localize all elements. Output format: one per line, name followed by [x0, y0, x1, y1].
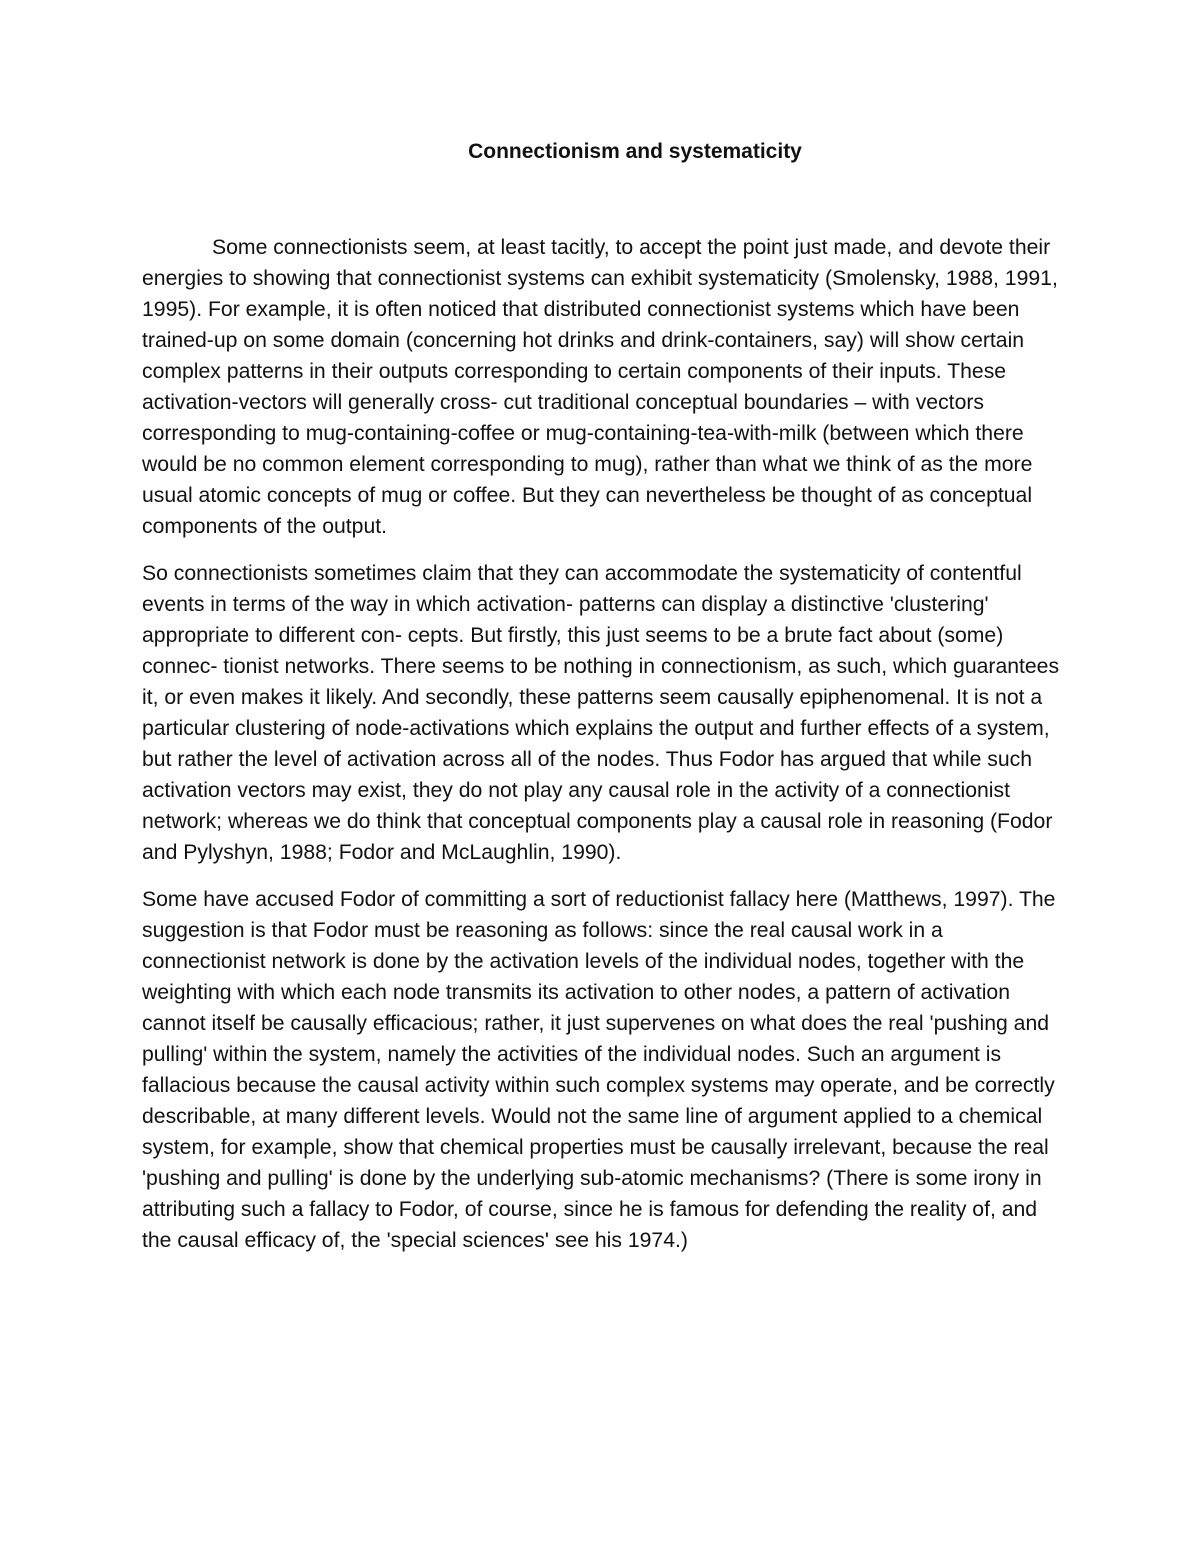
- document-body: [142, 232, 1060, 1272]
- paragraph-2: So connectionists sometimes claim that they can accommodate the systematicity of contentful events in terms of the way in which activation- patterns can display a distinctive 'clustering' appropriate to different con- cepts. But firstly, this just seems to be a brute fact about (some) connec- tionist networks. There seems to be nothing in connectionism, as such, which guarantees it, or even makes it likely. And secondly, these patterns seem causally epiphenomenal. It is not a particular clustering of node-activations which explains the output and further effects of a system, but rather the level of activation across all of the nodes. Thus Fodor has argued that while such activation vectors may exist, they do not play any causal role in the activity of a connectionist network; whereas we do think that conceptual components play a causal role in reasoning (Fodor and Pylyshyn, 1988; Fodor and McLaughlin, 1990).: [142, 562, 1060, 864]
- document-title: Connectionism and systematicity: [468, 140, 802, 163]
- paragraph-3: Some have accused Fodor of committing a sort of reductionist fallacy here (Matthews, 1997). The suggestion is that Fodor must be reasoning as follows: since the real causal work in a connectionist network is done by the activation levels of the individual nodes, together with the weighting with which each node transmits its activation to other nodes, a pattern of activation cannot itself be causally efficacious; rather, it just supervenes on what does the real 'pushing and pulling' within the system, namely the activities of the individual nodes. Such an argument is fallacious because the causal activity within such complex systems may operate, and be correctly describable, at many different levels. Would not the same line of argument applied to a chemical system, for example, show that chemical properties must be causally irrelevant, because the real 'pushing and pulling' is done by the underlying sub-atomic mechanisms? (There is some irony in attributing such a fallacy to Fodor, of course, since he is famous for defending the reality of, and the causal efficacy of, the 'special sciences' see his 1974.): [142, 888, 1056, 1252]
- paragraph-1: Some connectionists seem, at least tacitly, to accept the point just made, and devote their energies to showing that connectionist systems can exhibit systematicity (Smolensky, 1988, 1991, 1995). For example, it is often noticed that distributed connectionist systems which have been trained-up on some domain (concerning hot drinks and drink-containers, say) will show certain complex patterns in their outputs corresponding to certain components of their inputs. These activation-vectors will generally cross- cut traditional conceptual boundaries – with vectors corresponding to mug-containing-coffee or mug-containing-tea-with-milk (between which there would be no common element corresponding to mug), rather than what we think of as the more usual atomic concepts of mug or coffee. But they can nevertheless be thought of as conceptual components of the output.: [142, 236, 1058, 538]
